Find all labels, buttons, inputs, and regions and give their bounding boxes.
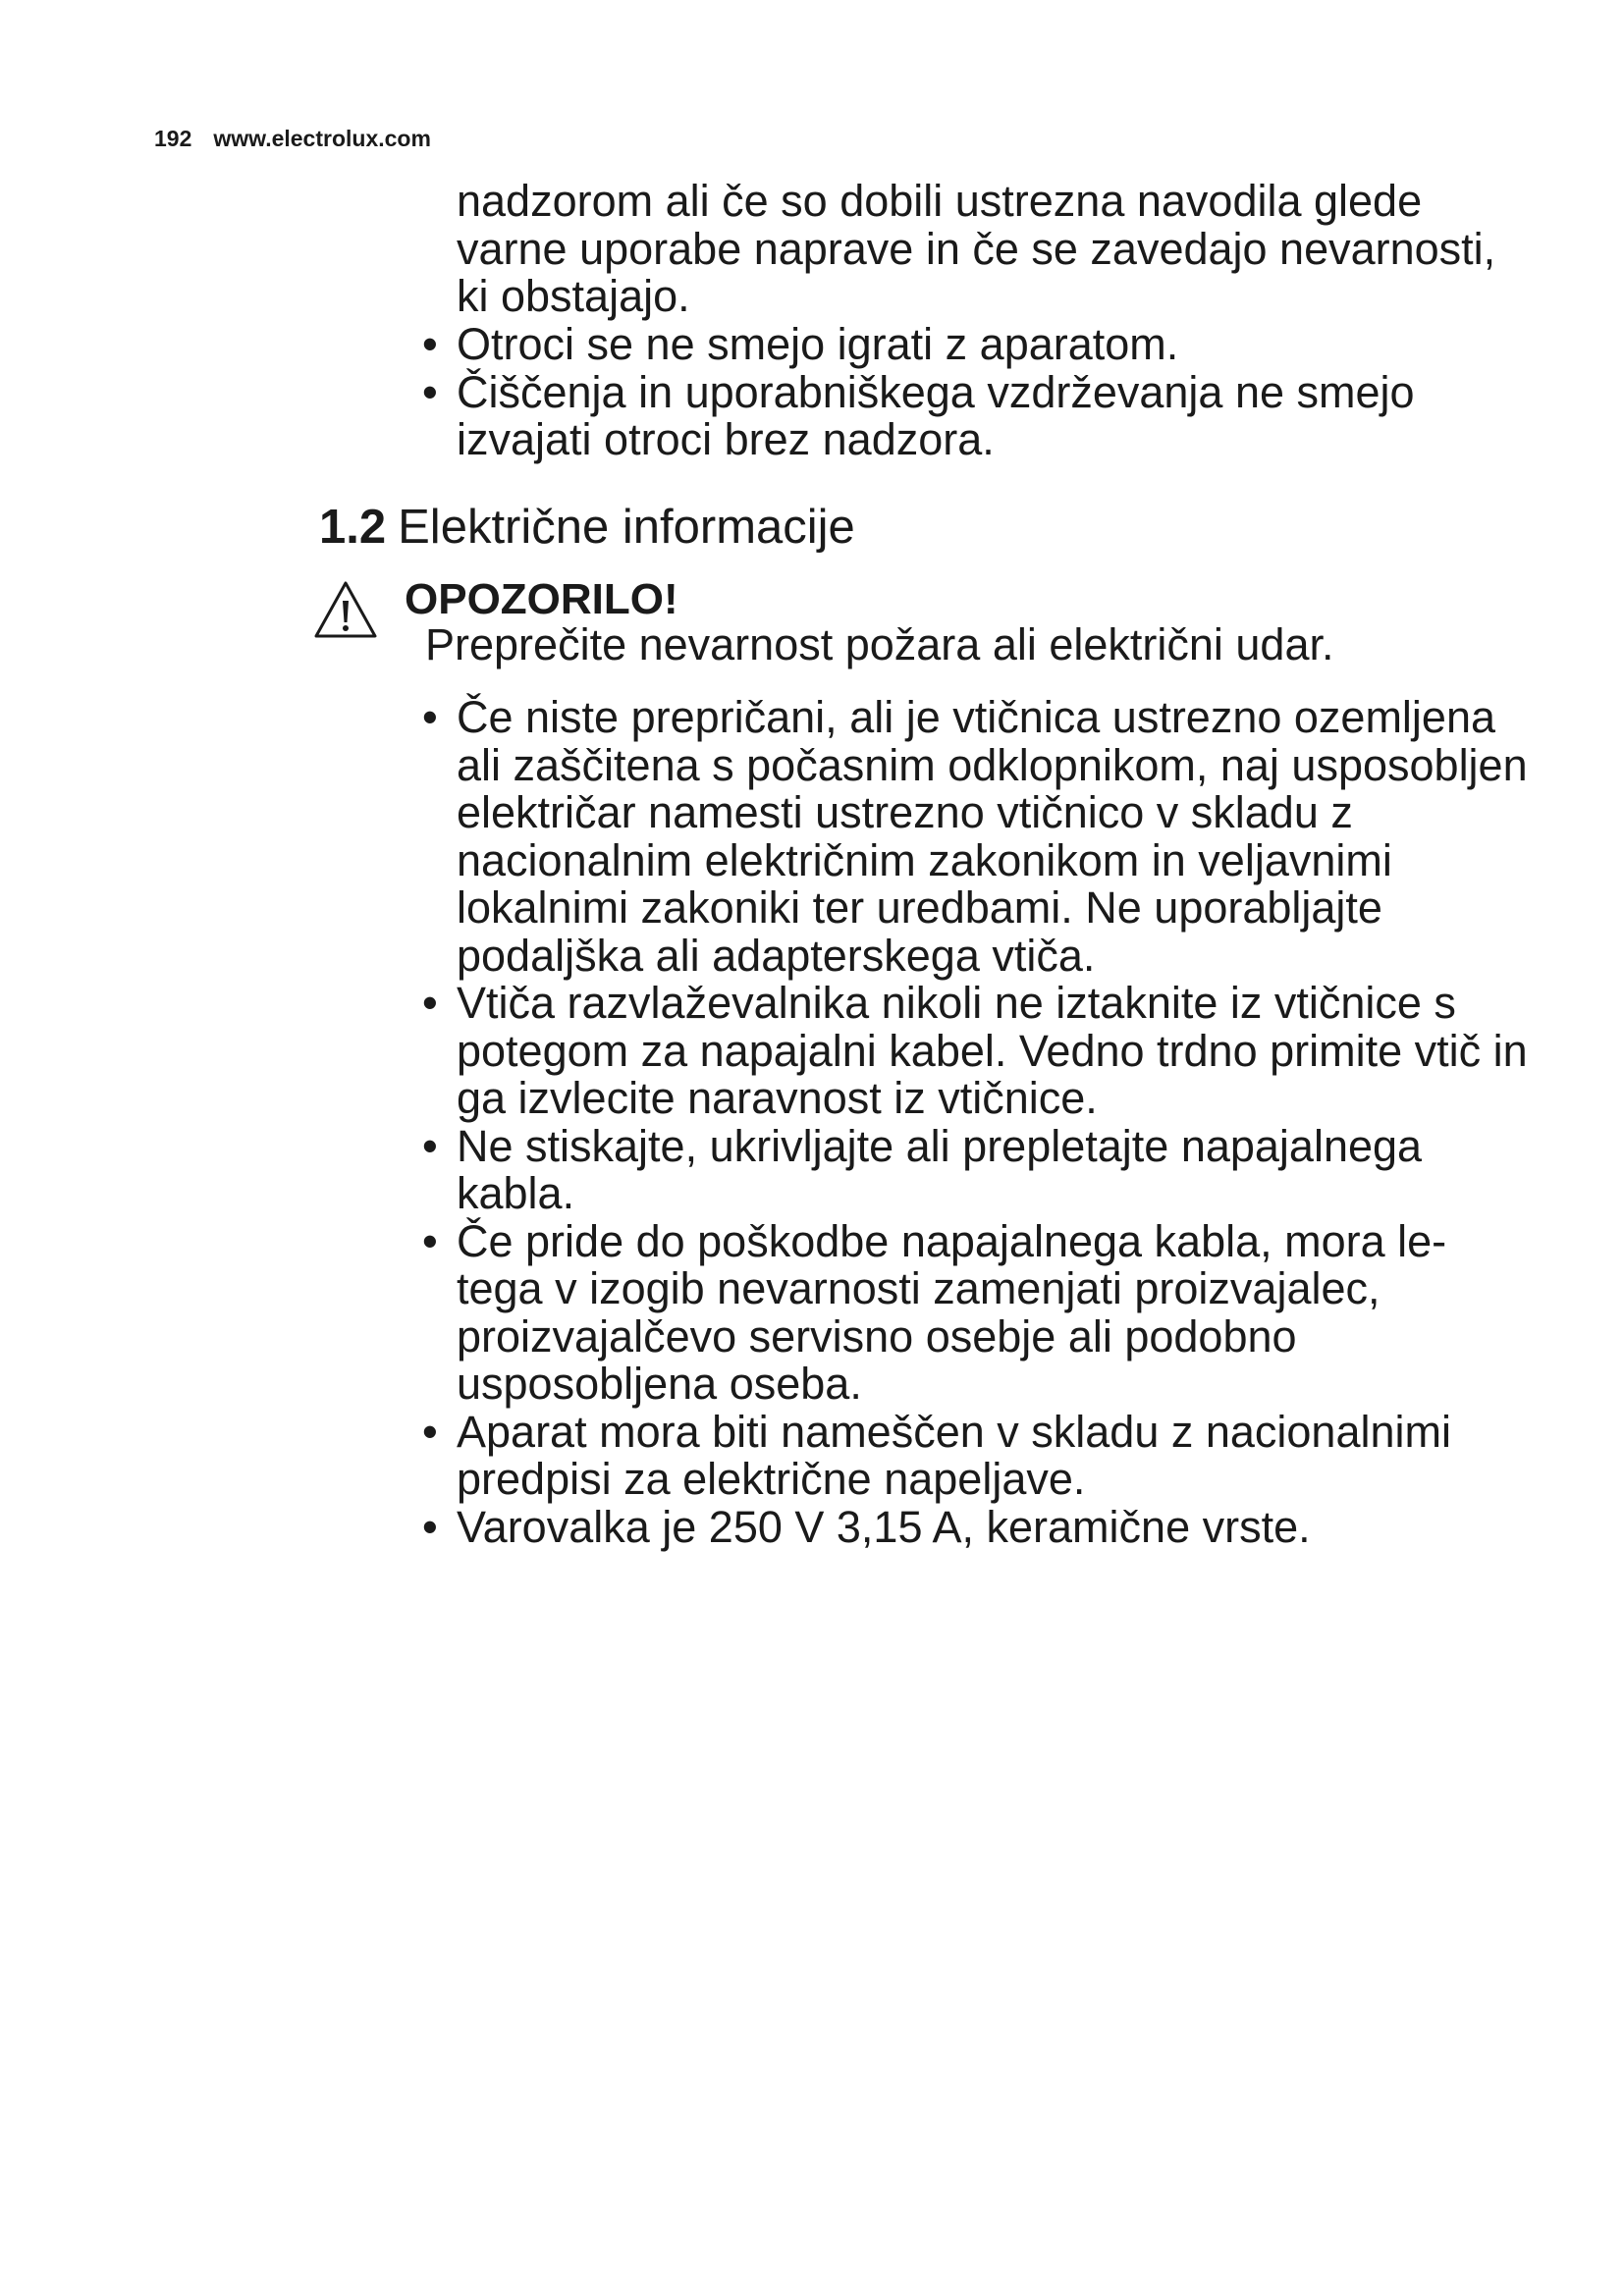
list-item: • Čiščenja in uporabniškega vzdrževanja ne smejo izvajati otroci brez nadzora. [422,366,1415,464]
list-item: • Otroci se ne smejo igrati z aparatom. [422,319,1179,369]
bullet-list-children [422,321,1532,464]
bullet-list-electrical [422,694,1532,1551]
section-number: 1.2 [319,501,387,554]
warning-text: Preprečite nevarnost požara ali električni udar. [425,619,1334,669]
bullet-icon: • [422,1215,438,1266]
bullet-icon: • [422,1120,438,1171]
warning-title: OPOZORILO! [405,575,678,623]
page-number: 192 [154,126,192,151]
list-item: • Varovalka je 250 V 3,15 A, keramične vrste. [422,1501,1311,1552]
bullet-icon: • [422,978,438,1028]
list-item: • Če pride do poškodbe napajalnega kabla, mora le-tega v izogib nevarnosti zamenjati proizvajalec, proizvajalčevo servisno osebje ali podobno usposobljena oseba. [422,1215,1447,1409]
header-url[interactable]: www.electrolux.com [213,126,431,151]
bullet-icon: • [422,1501,438,1552]
list-item: • Ne stiskajte, ukrivljajte ali prepletajte napajalnega kabla. [422,1120,1423,1218]
bullet-icon: • [422,692,438,742]
section-title: Električne informacije [398,501,855,554]
bullet-icon: • [422,319,438,369]
bullet-icon: • [422,1406,438,1457]
list-item: • Aparat mora biti nameščen v skladu z nacionalnimi predpisi za električne napeljave. [422,1406,1451,1504]
continuation-paragraph: nadzorom ali če so dobili ustrezna navodila glede varne uporabe naprave in če se zavedajo nevarnosti, ki obstajajo. [457,176,1496,321]
bullet-icon: • [422,366,438,417]
section-heading [319,498,855,557]
list-item: • Vtiča razvlaževalnika nikoli ne iztaknite iz vtičnice s potegom za napajalni kabel. Vedno trdno primite vtič in ga izvlecite naravnost iz vtičnice. [422,978,1528,1123]
page-header [154,126,431,152]
list-item: • Če niste prepričani, ali je vtičnica ustrezno ozemljena ali zaščitena s počasnim odklopnikom, naj usposobljen električar namesti ustrezno vtičnico v skladu z nacionalnim električnim zakonikom in veljavnimi lokalnimi zakoniki ter uredbami. Ne uporabljajte podaljška ali adapterskega vtiča. [422,692,1528,981]
warning-triangle-icon [312,579,379,640]
